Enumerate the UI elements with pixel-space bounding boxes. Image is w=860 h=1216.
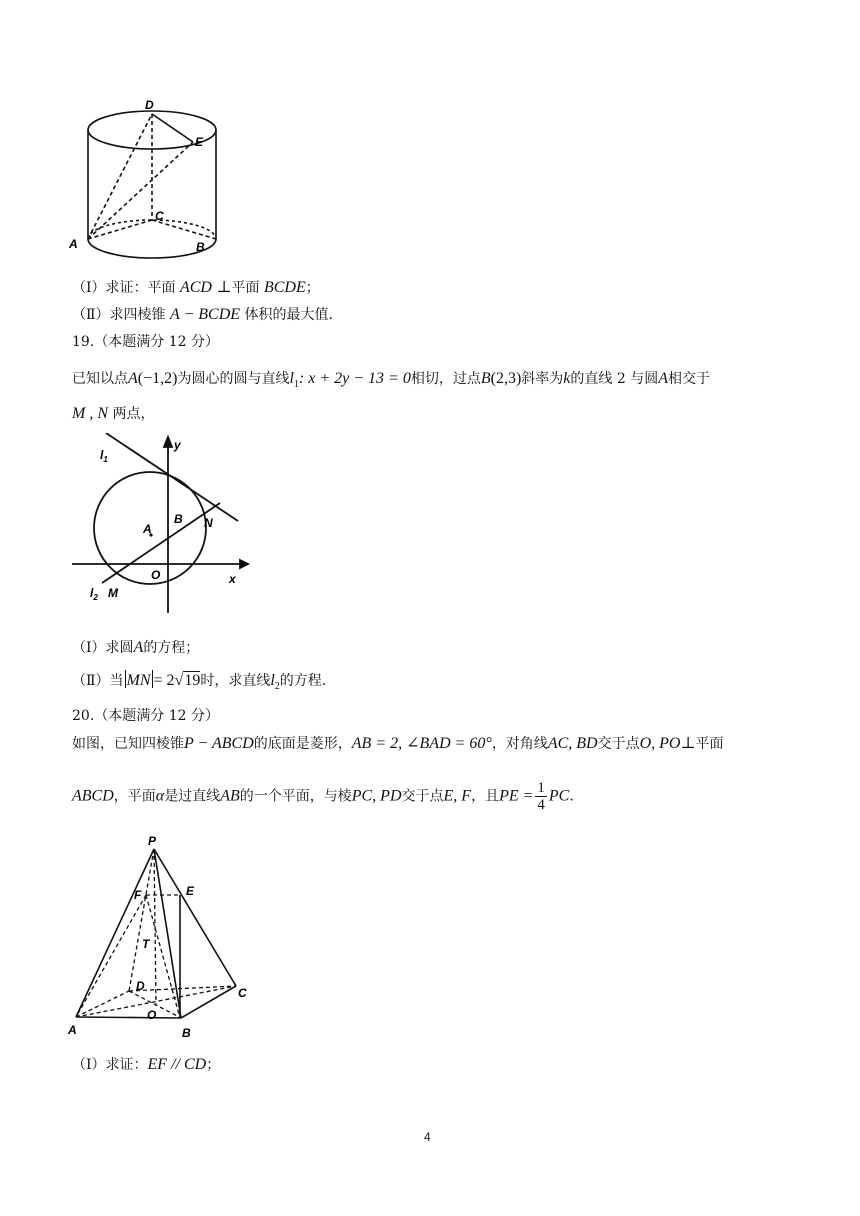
- fig20-label-e: E: [186, 884, 195, 898]
- fig20-label-p: P: [148, 834, 157, 848]
- q20-part1: （Ⅰ）求证：EF // CD；: [72, 1056, 221, 1073]
- fig19-label-o: O: [151, 568, 161, 582]
- fig20-label-f: F: [134, 888, 142, 902]
- fig19-label-n: N: [204, 516, 213, 530]
- cylinder-figure: [64, 92, 224, 260]
- fig20-label-b: B: [182, 1026, 191, 1040]
- fig19-label-b: B: [174, 512, 183, 526]
- fig19-label-m: M: [108, 586, 118, 600]
- q18-part2: （Ⅱ）求四棱锥 A − BCDE 体积的最大值.: [72, 306, 333, 323]
- fig20-label-d: D: [136, 979, 145, 993]
- q19-part2: （Ⅱ）当 MN = 2√19时，求直线$l_2$的方程.: [72, 672, 327, 692]
- fig19-label-a: A: [143, 522, 152, 536]
- fig19-label-y: y: [174, 438, 181, 452]
- fig20-label-o: O: [147, 1008, 157, 1022]
- fig18-label-b: B: [196, 240, 205, 254]
- q20-header: 20.（本题满分 12 分）: [72, 708, 219, 724]
- q19-statement-line2: M , N 两点，: [72, 405, 155, 422]
- circle-lines-figure: [64, 433, 254, 613]
- fraction-one-quarter: $\frac{1}{4}$: [537, 780, 545, 813]
- q20-statement-line1: 如图，已知四棱锥P − ABCD的底面是菱形，AB = 2, ∠BAD = 60°，对角线AC, BD交于点O, PO⊥平面: [72, 735, 724, 752]
- fig18-label-e: E: [195, 135, 204, 149]
- q20-statement-line2: ABCD，平面α是过直线AB的一个平面，与棱PC, PD交于点E, F，且PE = $\frac{1}{4}$ PC.: [72, 780, 574, 813]
- q19-header: 19.（本题满分 12 分）: [72, 334, 219, 350]
- fig18-label-c: C: [155, 209, 164, 223]
- fig20-label-c: C: [238, 986, 247, 1000]
- fig20-label-a: A: [68, 1023, 77, 1037]
- fig18-label-d: D: [145, 98, 154, 112]
- page-number: 4: [424, 1130, 431, 1144]
- q19-statement-line1: 已知以点A(−1,2)为圆心的圆与直线$l_1$: x + 2y − 13 = 0相切，过点B(2,3)斜率为k的直线 2 与圆A相交于: [72, 370, 710, 390]
- fig18-label-a: A: [69, 237, 78, 251]
- q18-part1: （Ⅰ）求证：平面 ACD ⊥平面 BCDE；: [72, 279, 320, 296]
- q19-part1: （Ⅰ）求圆A的方程；: [72, 639, 200, 656]
- fig20-label-t: T: [142, 937, 150, 951]
- fig19-label-l2: $l_2$: [90, 586, 98, 602]
- pyramid-figure: [60, 833, 260, 1043]
- fig19-label-x: x: [229, 572, 236, 586]
- fig19-label-l1: $l_1$: [100, 448, 108, 464]
